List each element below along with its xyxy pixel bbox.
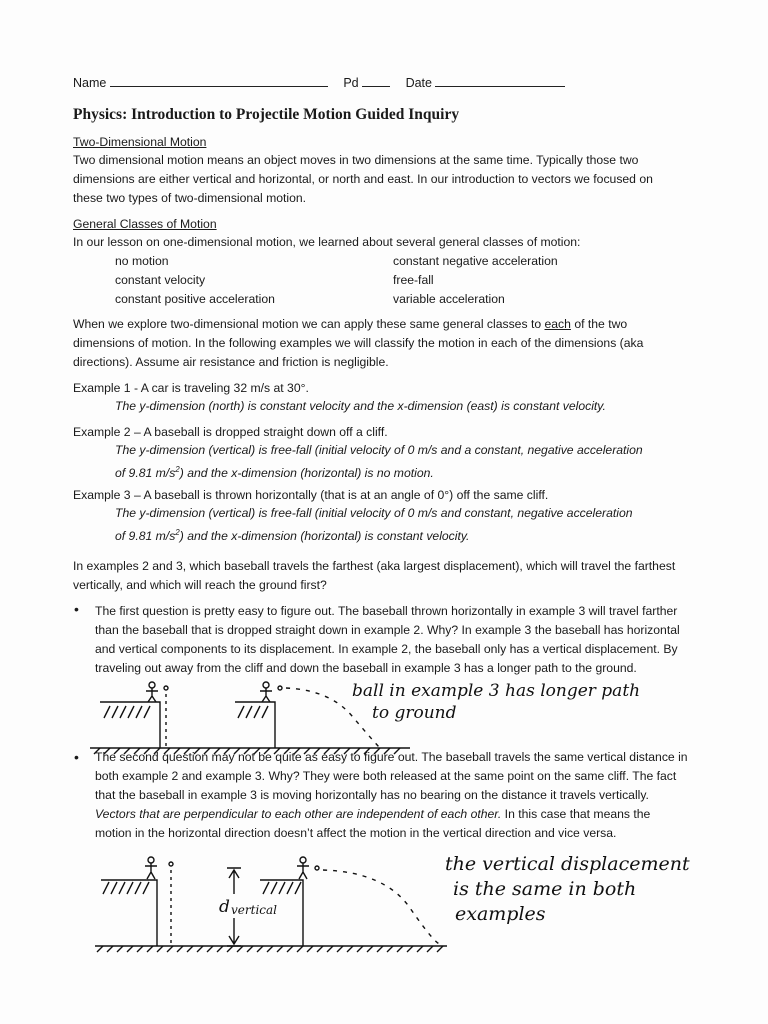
- pd-label: Pd: [343, 76, 359, 90]
- bullet-2-line-5: motion in the horizontal direction doesn’t affect the motion in the vertical direction and vice versa.: [95, 826, 617, 840]
- sketch-2-d-label: d: [219, 897, 230, 917]
- question-line-1: In examples 2 and 3, which baseball travels the farthest (aka largest displacement), which will travel the farthest: [73, 559, 676, 573]
- sketch-1-cliffs: [90, 676, 650, 756]
- example-3-heading: Example 3 – A baseball is thrown horizontally (that is at an angle of 0°) off the same cliff.: [73, 488, 549, 502]
- bullet-1-line-2: than the baseball that is dropped straight down in example 2. Why? In example 3 the baseball has horizontal: [95, 623, 680, 637]
- sketch-2-d-subscript: vertical: [231, 903, 277, 917]
- class-left-1: no motion: [115, 254, 169, 268]
- class-left-2: constant velocity: [115, 273, 206, 287]
- sketch-1-note-line-2: to ground: [372, 703, 457, 723]
- paragraph-2d-line-1: Two dimensional motion means an object moves in two dimensions at the same time. Typically those two: [73, 153, 639, 167]
- bullet-2-line-1: The second question may not be quite as easy to figure out. The baseball travels the same vertical distance in: [95, 750, 688, 764]
- class-right-3: variable acceleration: [393, 292, 505, 306]
- paragraph-2d-line-2: dimensions are either vertical and horizontal, or north and east. In our introduction to vectors we focused on: [73, 172, 653, 186]
- explore-line-2: dimensions of motion. In the following examples we will classify the motion in each of the dimensions (aka: [73, 336, 644, 350]
- bullet-1-line-4: traveling out away from the cliff and down the baseball in example 3 has a longer path to the ground.: [95, 661, 637, 675]
- class-right-2: free-fall: [393, 273, 434, 287]
- pd-blank[interactable]: [362, 74, 390, 87]
- page-title: Physics: Introduction to Projectile Motion Guided Inquiry: [73, 106, 460, 123]
- paragraph-2d-line-3: these two types of two-dimensional motion.: [73, 191, 307, 205]
- example-2-answer-2: of 9.81 $m/s^2$) and the x-dimension (horizontal) is no motion.: [115, 465, 434, 481]
- sketch-2-note-line-2: is the same in both: [453, 878, 637, 900]
- name-blank[interactable]: [110, 74, 328, 87]
- example-1-heading: Example 1 - A car is traveling 32 m/s at 30°.: [73, 381, 309, 395]
- explore-line-1: When we explore two-dimensional motion we can apply these same general classes to each of the two: [73, 317, 628, 331]
- example-3-answer-2: of 9.81 $m/s^2$) and the x-dimension (horizontal) is constant velocity.: [115, 528, 470, 544]
- bullet-2-line-2: both example 2 and example 3. Why? They were both released at the same point on the same cliff. The fact: [95, 769, 677, 783]
- bullet-2-line-3: that the baseball in example 3 is moving horizontally has no bearing on the distance it travels vertically.: [95, 788, 649, 802]
- name-label: Name: [73, 76, 107, 90]
- example-2-answer-1: The y-dimension (vertical) is free-fall (initial velocity of 0 m/s and a constant, negative acceleration: [115, 443, 643, 457]
- header-fields: [73, 74, 713, 90]
- sketch-2-cliffs: [95, 848, 735, 958]
- bullet-1-line-1: The first question is pretty easy to figure out. The baseball thrown horizontally in example 3 will travel farther: [95, 604, 678, 618]
- sketch-2-note-line-1: the vertical displacement: [445, 853, 690, 875]
- example-1-answer: The y-dimension (north) is constant velocity and the x-dimension (east) is constant velocity.: [115, 399, 606, 413]
- date-blank[interactable]: [435, 74, 565, 87]
- date-label: Date: [405, 76, 432, 90]
- bullet-2-line-4: Vectors that are perpendicular to each other are independent of each other. In this case that means the: [95, 807, 651, 821]
- example-3-answer-1: The y-dimension (vertical) is free-fall (initial velocity of 0 m/s and constant, negative acceleration: [115, 506, 633, 520]
- class-left-3: constant positive acceleration: [115, 292, 275, 306]
- section-heading-2d-motion: Two-Dimensional Motion: [73, 135, 207, 149]
- bullet-1-line-3: and vertical components to its displacement. In example 2, the baseball only has a vertical displacement. By: [95, 642, 678, 656]
- bullet-2-marker: •: [74, 749, 79, 765]
- explore-line-3: directions). Assume air resistance and friction is negligible.: [73, 355, 389, 369]
- section-heading-classes: General Classes of Motion: [73, 217, 217, 231]
- bullet-1-marker: •: [74, 601, 79, 617]
- classes-intro: In our lesson on one-dimensional motion, we learned about several general classes of motion:: [73, 235, 581, 249]
- question-line-2: vertically, and which will reach the ground first?: [73, 578, 327, 592]
- sketch-1-note-line-1: ball in example 3 has longer path: [352, 681, 641, 701]
- example-2-heading: Example 2 – A baseball is dropped straight down off a cliff.: [73, 425, 388, 439]
- class-right-1: constant negative acceleration: [393, 254, 558, 268]
- sketch-2-note-line-3: examples: [455, 903, 546, 925]
